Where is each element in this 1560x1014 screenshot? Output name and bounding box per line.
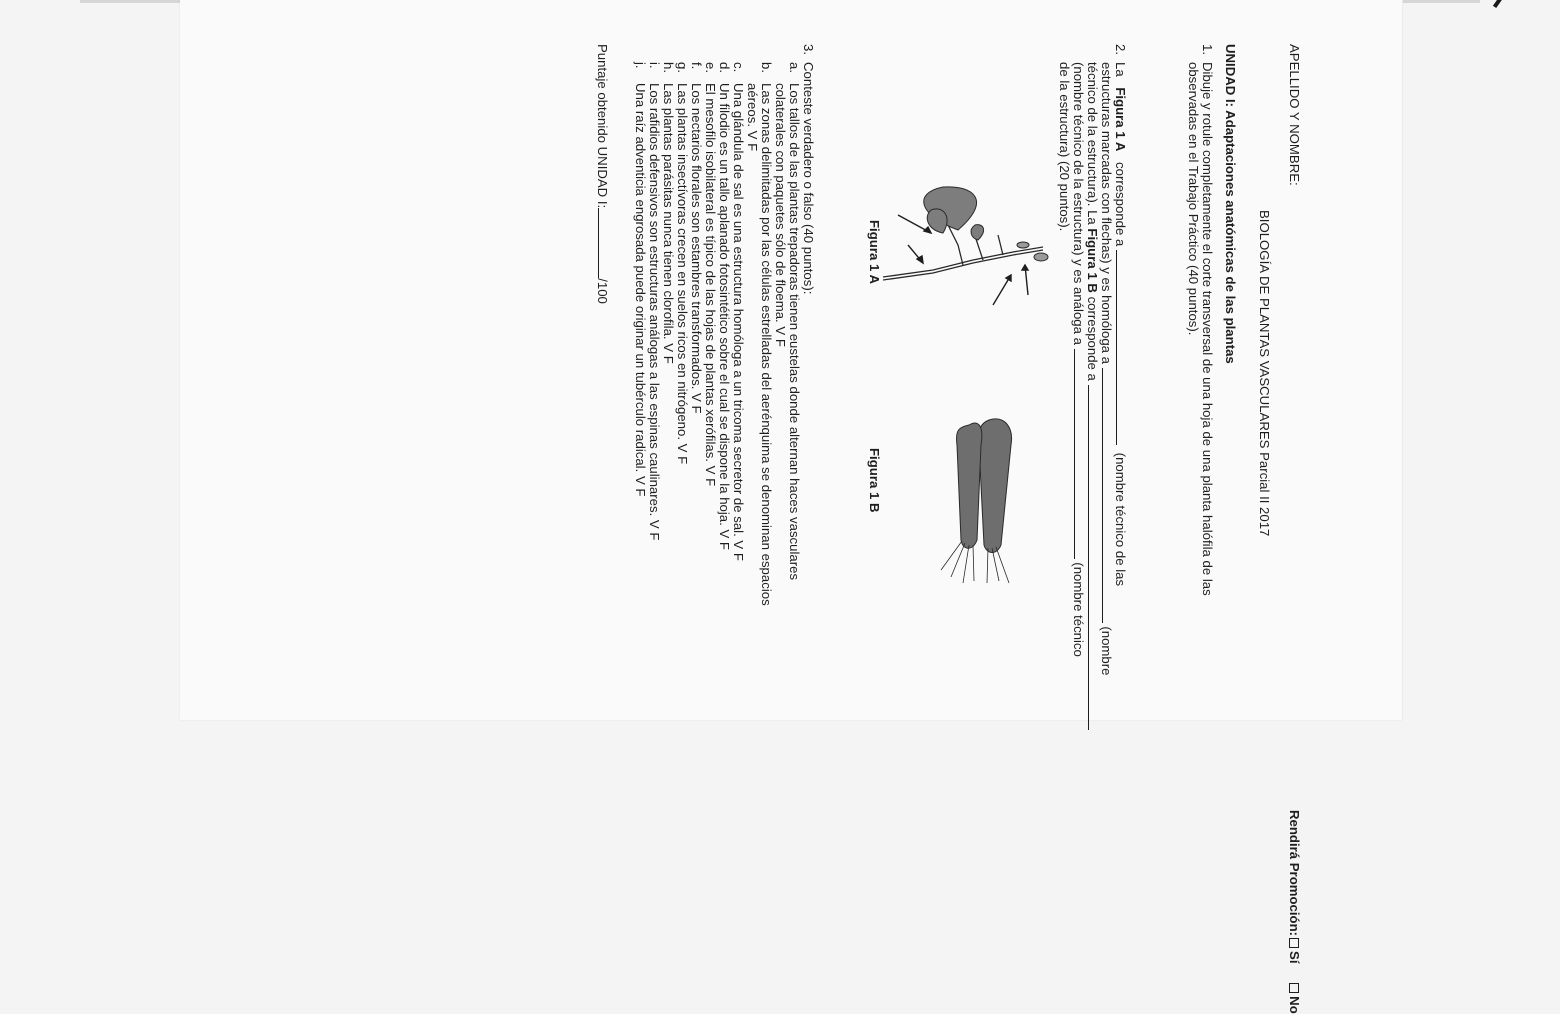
- q1-line-2: observadas en el Trabajo Práctico (40 puntos).: [1186, 62, 1201, 336]
- q2-blank-4[interactable]: [1074, 349, 1085, 559]
- q3-item-i-letter: i.: [647, 62, 662, 69]
- q3-item-d-letter: d.: [717, 62, 732, 73]
- q3-item-c-line-1: Una glándula de sal es una estructura homóloga a un tricoma secretor de sal. V F: [731, 83, 746, 561]
- q3-item-e-letter: e.: [703, 62, 718, 73]
- promotion-row: [1288, 810, 1302, 1014]
- q3-item-a-letter: a.: [787, 62, 802, 73]
- figure-1b-caption: Figura 1 B: [867, 448, 882, 513]
- q2-blank-1[interactable]: [1116, 250, 1127, 445]
- page-edge: [1402, 0, 1403, 720]
- promotion-yes-checkbox[interactable]: [1289, 938, 1299, 948]
- q2-number: 2.: [1113, 44, 1128, 55]
- figure-1a-illustration: [878, 105, 1053, 355]
- q3-item-f-letter: f.: [689, 62, 704, 70]
- q2-line-2: estructuras marcadas con flechas) y es homóloga a (nombre: [1099, 62, 1114, 676]
- q3-item-b-line-2: aéreos. V F: [745, 83, 760, 152]
- q3-item-j-letter: j.: [633, 62, 648, 69]
- score-label: Puntaje obtenido UNIDAD I:: [595, 44, 610, 209]
- q3-item-j-line-1: Una raíz adventicia engrosada puede originar un tubérculo radical. V F: [633, 83, 648, 497]
- q2-line-3: técnico de la estructura). La Figura 1 B corresponde a: [1086, 62, 1100, 730]
- q3-item-g-line-1: Las plantas insectívoras crecen en suelos ricos en nitrógeno. V F: [675, 83, 690, 465]
- q3-number: 3.: [801, 44, 816, 55]
- q2-blank-3[interactable]: [1088, 385, 1099, 730]
- q2-line-1: La Figura 1 A corresponde a (nombre técnico de las: [1113, 62, 1128, 587]
- q3-item-i-line-1: Los rafidios defensivos son estructuras análogas a las espinas caulinares. V F: [647, 83, 662, 541]
- figure-1b-illustration: [929, 405, 1029, 585]
- q2-blank-2[interactable]: [1102, 368, 1113, 623]
- promotion-no-checkbox[interactable]: [1289, 983, 1299, 993]
- q3-item-e-line-1: El mesofilo isobilateral es típico de las hojas de plantas xerófilas. V F: [703, 83, 718, 487]
- promotion-label: Rendirá Promoción:: [1287, 810, 1302, 937]
- score-row: [596, 44, 610, 304]
- q3-intro: Conteste verdadero o falso (40 puntos):: [801, 62, 816, 295]
- q2-line-5: de la estructura) (20 puntos).: [1057, 62, 1072, 232]
- q3-item-h-letter: h.: [661, 62, 676, 73]
- course-title: BIOLOGÍA DE PLANTAS VASCULARES Parcial II 2017: [1257, 210, 1272, 537]
- q3-item-h-line-1: Las plantas parásitas nunca tienen clorofila. V F: [661, 83, 676, 364]
- q1-line-1: Dibuje y rotule completamente el corte transversal de una hoja de una planta halófila de las: [1200, 62, 1215, 596]
- q3-item-a-line-2: colaterales con paquetes sólo de floema. V F: [773, 83, 788, 347]
- rotated-exam-content: [261, 10, 1321, 1014]
- q2-figure-b-ref: Figura 1 B: [1085, 228, 1100, 293]
- q3-item-f-line-1: Los nectarios florales son estambres transformados. V F: [689, 83, 704, 414]
- promotion-yes-label: Sí: [1287, 951, 1302, 964]
- q3-item-c-letter: c.: [731, 62, 746, 73]
- figure-1a-caption: Figura 1 A: [867, 220, 882, 284]
- score-blank[interactable]: [598, 208, 609, 278]
- q3-item-b-letter: b.: [759, 62, 774, 73]
- q1-number: 1.: [1200, 44, 1215, 55]
- q3-item-g-letter: g.: [675, 62, 690, 73]
- name-label: APELLIDO Y NOMBRE:: [1287, 44, 1302, 186]
- q3-item-d-line-1: Un filodio es un tallo aplanado fotosintético sobre el cual se dispone la hoja. V F: [717, 83, 732, 550]
- document-page: [180, 0, 1402, 1014]
- q3-item-b-line-1: Las zonas delimitadas por las células estrelladas del aerénquima se denominan espacios: [759, 83, 774, 606]
- promotion-no-label: No: [1287, 996, 1302, 1014]
- q3-item-a-line-1: Los tallos de las plantas trepadoras tienen eustelas donde alternan haces vasculares: [787, 83, 802, 581]
- q2-line-4: (nombre técnico de la estructura) y es análoga a (nombre técnico: [1071, 62, 1086, 657]
- scan-mark: [1493, 0, 1503, 8]
- unit-title: UNIDAD I: Adaptaciones anatómicas de las plantas: [1223, 44, 1238, 364]
- score-suffix: /100: [595, 278, 610, 304]
- q2-figure-a-ref: Figura 1 A: [1113, 87, 1128, 152]
